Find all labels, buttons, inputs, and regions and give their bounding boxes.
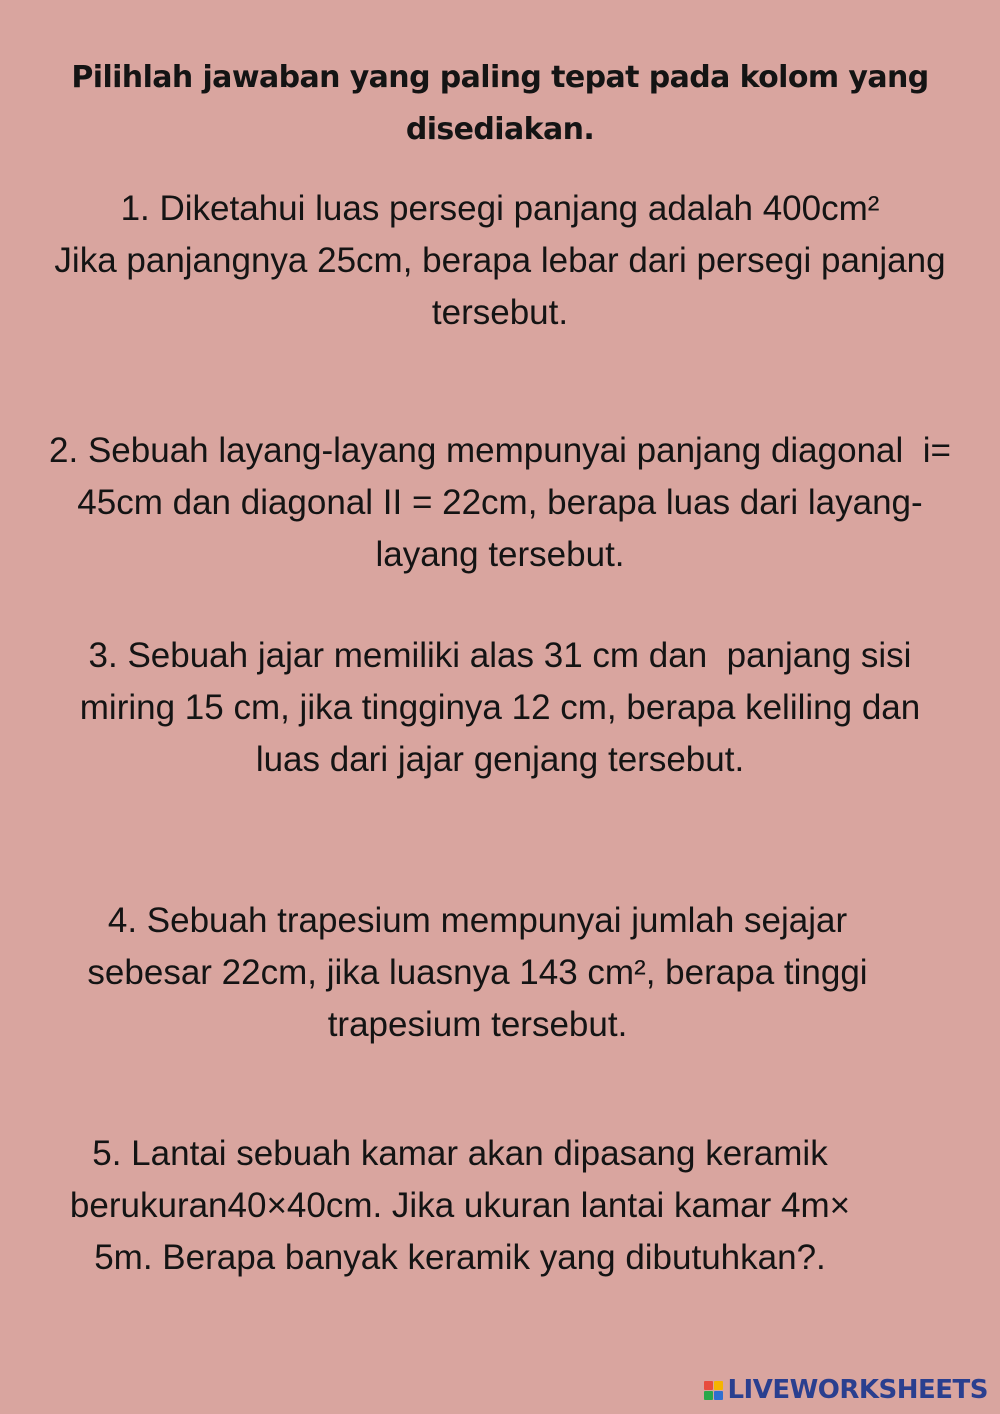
logo-tile-green <box>704 1391 713 1400</box>
liveworksheets-logo-icon <box>704 1381 723 1400</box>
liveworksheets-logo[interactable] <box>704 1372 988 1408</box>
question-1 <box>0 183 1000 339</box>
question-3-line-3: luas dari jajar genjang tersebut. <box>255 740 745 779</box>
instruction-line-2: disediakan. <box>405 112 595 147</box>
question-1-line-3: tersebut. <box>431 293 569 332</box>
question-4-line-3: trapesium tersebut. <box>327 1005 628 1044</box>
question-2-line-2: 45cm dan diagonal II = 22cm, berapa luas dari layang- <box>77 483 923 522</box>
logo-tile-blue <box>714 1391 723 1400</box>
question-4 <box>0 895 955 1051</box>
question-5-line-2: berukuran40×40cm. Jika ukuran lantai kamar 4m× <box>69 1186 851 1225</box>
instruction-heading <box>20 52 980 156</box>
question-1-line-2: Jika panjangnya 25cm, berapa lebar dari persegi panjang <box>54 241 946 280</box>
instruction-line-1: Pilihlah jawaban yang paling tepat pada kolom yang <box>71 60 929 95</box>
question-5 <box>0 1128 920 1284</box>
logo-tile-yellow <box>714 1381 723 1390</box>
question-2-line-1: 2. Sebuah layang-layang mempunyai panjang diagonal i= <box>49 431 951 470</box>
question-5-line-1: 5. Lantai sebuah kamar akan dipasang keramik <box>92 1134 828 1173</box>
logo-tile-red <box>704 1381 713 1390</box>
question-5-line-3: 5m. Berapa banyak keramik yang dibutuhkan?. <box>94 1238 826 1277</box>
question-4-line-1: 4. Sebuah trapesium mempunyai jumlah sejajar <box>107 901 848 940</box>
question-2 <box>0 425 1000 581</box>
question-4-line-2: sebesar 22cm, jika luasnya 143 cm², berapa tinggi <box>87 953 868 992</box>
question-1-line-1: 1. Diketahui luas persegi panjang adalah 400cm² <box>120 189 880 228</box>
liveworksheets-logo-text: LIVEWORKSHEETS <box>727 1375 988 1405</box>
question-2-line-3: layang tersebut. <box>375 535 625 574</box>
question-3 <box>0 630 1000 786</box>
question-3-line-1: 3. Sebuah jajar memiliki alas 31 cm dan panjang sisi <box>88 636 912 675</box>
question-3-line-2: miring 15 cm, jika tingginya 12 cm, berapa keliling dan <box>79 688 921 727</box>
